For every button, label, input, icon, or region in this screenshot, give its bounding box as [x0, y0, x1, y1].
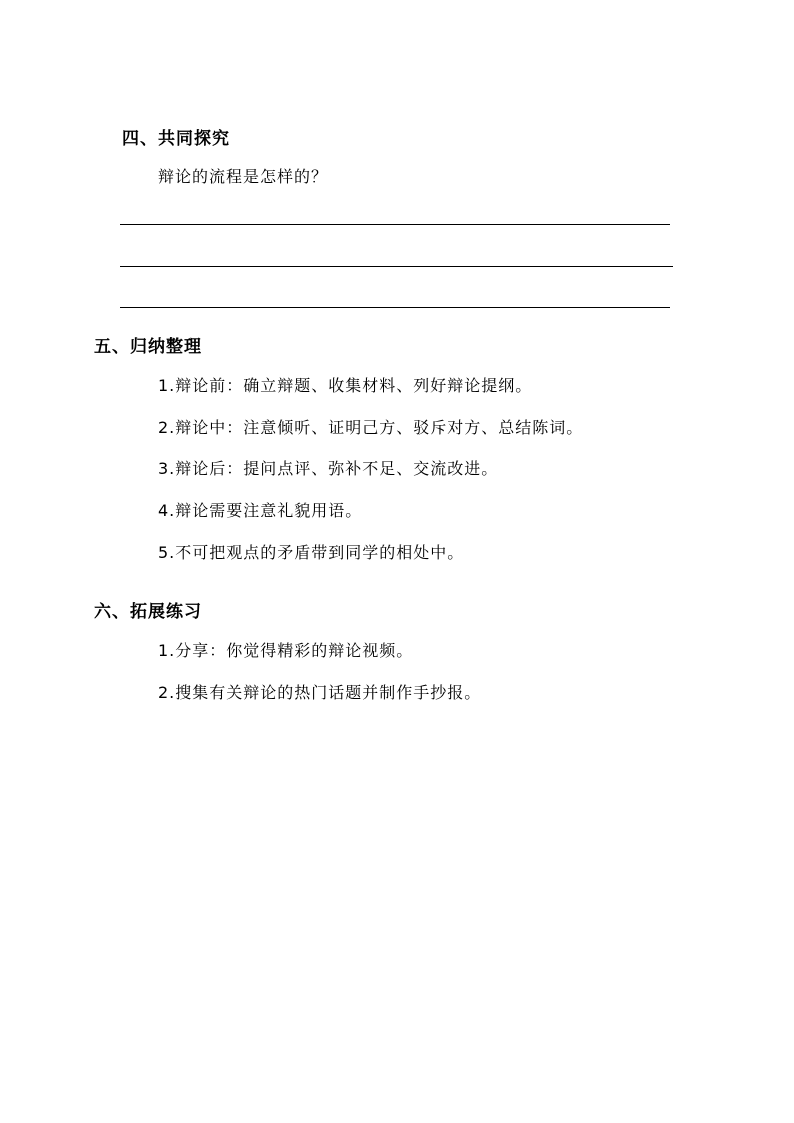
inquiry-question: 辩论的流程是怎样的？	[158, 167, 329, 186]
summary-item-4: 4.辩论需要注意礼貌用语。	[158, 501, 363, 520]
summary-item-3: 3.辩论后：提问点评、弥补不足、交流改进。	[158, 459, 499, 478]
answer-line-2[interactable]	[120, 266, 673, 267]
section-heading-inquiry: 四、共同探究	[122, 129, 230, 149]
summary-item-5: 5.不可把观点的矛盾带到同学的相处中。	[158, 543, 465, 562]
section-heading-extension: 六、拓展练习	[94, 602, 202, 622]
answer-line-1[interactable]	[120, 224, 670, 225]
extension-item-1: 1.分享：你觉得精彩的辩论视频。	[158, 641, 414, 660]
extension-item-2: 2.搜集有关辩论的热门话题并制作手抄报。	[158, 683, 482, 702]
answer-line-3[interactable]	[120, 307, 670, 308]
summary-item-2: 2.辩论中：注意倾听、证明己方、驳斥对方、总结陈词。	[158, 418, 584, 437]
section-heading-summary: 五、归纳整理	[94, 337, 202, 357]
summary-item-1: 1.辩论前：确立辩题、收集材料、列好辩论提纲。	[158, 376, 533, 395]
